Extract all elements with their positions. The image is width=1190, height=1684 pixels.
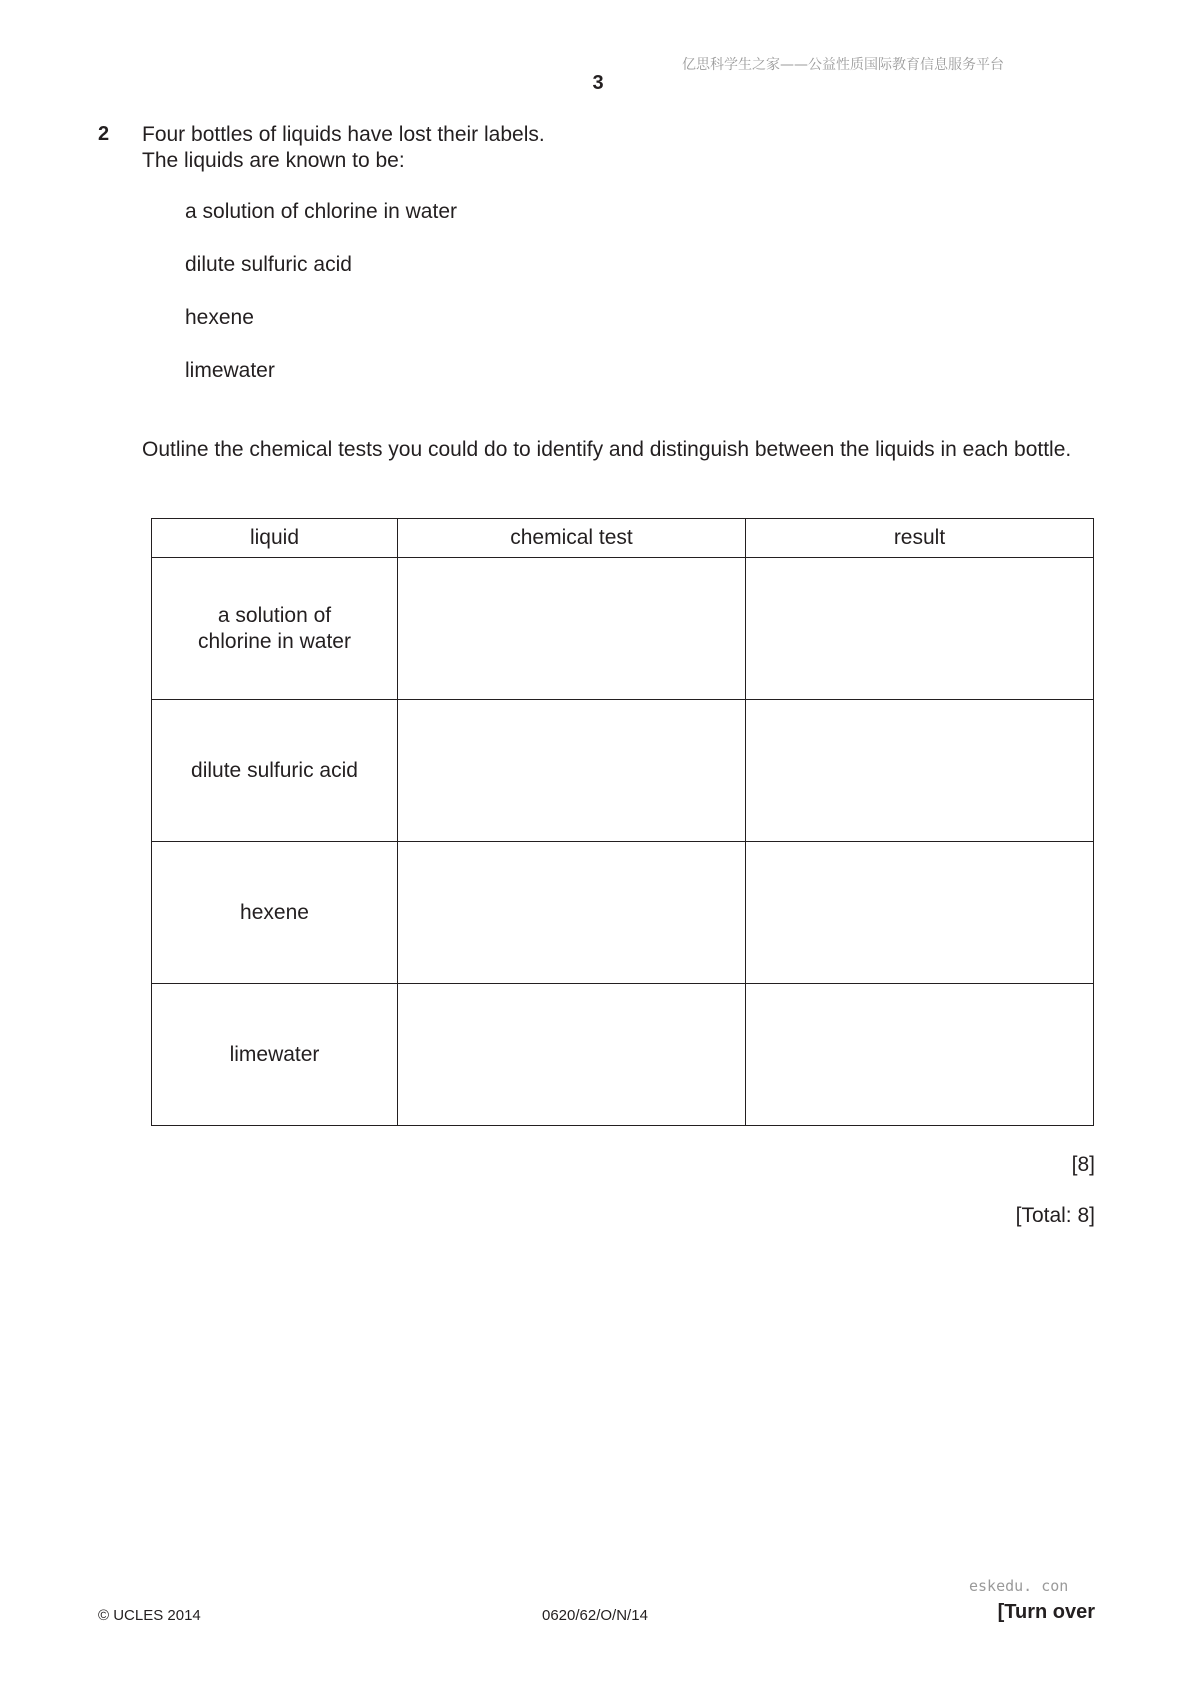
chemical-test-answer-cell[interactable] (398, 984, 746, 1126)
liquid-list-item: limewater (185, 359, 275, 382)
table-row (152, 700, 1094, 842)
header-watermark: 亿思科学生之家——公益性质国际教育信息服务平台 (682, 57, 1004, 73)
question-instruction: Outline the chemical tests you could do to identify and distinguish between the liquids in each bottle. (142, 438, 1072, 461)
header-result: result (746, 519, 1094, 558)
header-liquid: liquid (152, 519, 398, 558)
question-intro (142, 122, 545, 174)
liquid-cell-line: hexene (240, 900, 309, 924)
question-number: 2 (98, 123, 110, 145)
table-header-row (152, 519, 1094, 558)
result-answer-cell[interactable] (746, 558, 1094, 700)
liquid-cell (152, 700, 398, 842)
liquid-cell-line: dilute sulfuric acid (191, 758, 358, 782)
chemical-test-answer-cell[interactable] (398, 558, 746, 700)
liquid-list-item: dilute sulfuric acid (185, 253, 352, 276)
liquid-cell-line: chlorine in water (198, 629, 351, 653)
liquid-cell (152, 558, 398, 700)
liquid-cell-line: a solution of (217, 603, 332, 627)
liquid-list (185, 199, 457, 411)
result-answer-cell[interactable] (746, 984, 1094, 1126)
liquid-cell (152, 842, 398, 984)
marks-label: [8] (1071, 1153, 1095, 1176)
result-answer-cell[interactable] (746, 842, 1094, 984)
chemical-test-answer-cell[interactable] (398, 842, 746, 984)
paper-code: 0620/62/O/N/14 (542, 1607, 648, 1624)
header-chemical-test: chemical test (398, 519, 746, 558)
liquid-list-item: hexene (185, 306, 254, 329)
page-number: 3 (592, 72, 604, 94)
chemical-test-answer-cell[interactable] (398, 700, 746, 842)
table-row (152, 558, 1094, 700)
chemical-tests-table (151, 518, 1094, 1126)
liquid-cell (152, 984, 398, 1126)
table-row (152, 984, 1094, 1126)
intro-line-2: The liquids are known to be: (142, 149, 405, 172)
copyright: © UCLES 2014 (98, 1607, 201, 1624)
liquid-list-item: a solution of chlorine in water (185, 200, 457, 223)
turn-over-label: [Turn over (997, 1601, 1095, 1623)
result-answer-cell[interactable] (746, 700, 1094, 842)
total-marks-label: [Total: 8] (1015, 1204, 1095, 1227)
footer-watermark: eskedu. con (969, 1577, 1069, 1595)
liquid-cell-line: limewater (229, 1042, 320, 1066)
table-row (152, 842, 1094, 984)
intro-line-1: Four bottles of liquids have lost their labels. (142, 123, 545, 146)
